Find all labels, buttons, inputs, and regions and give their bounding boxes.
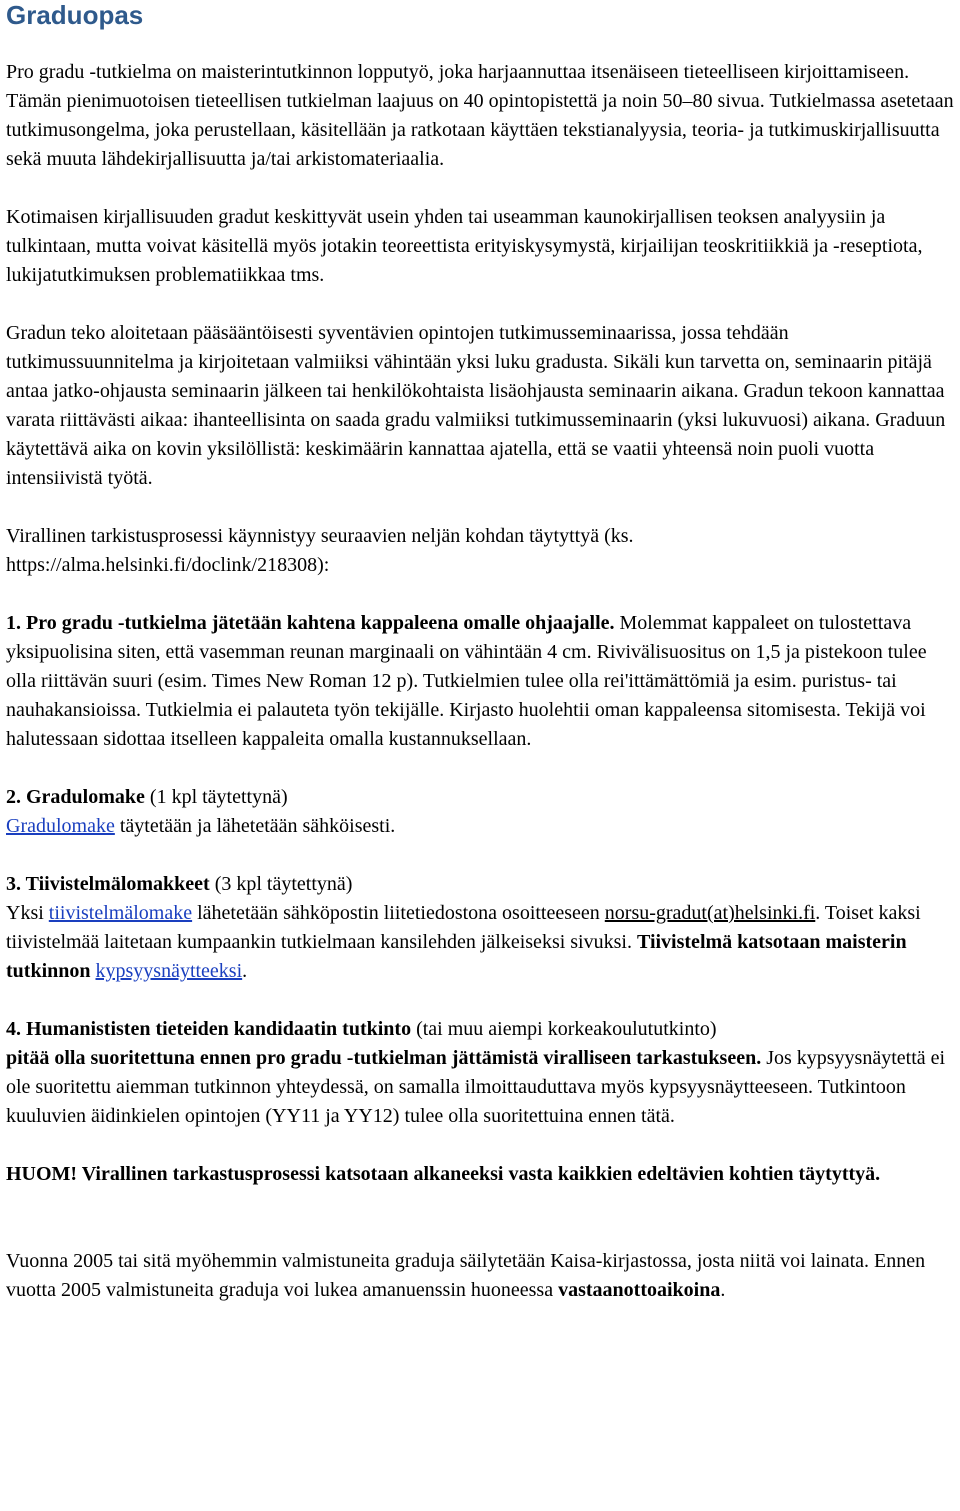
step-4-heading: 4. Humanististen tieteiden kandidaatin tutkinto [6,1018,412,1040]
step-4-paren: (tai muu aiempi korkeakoulututkinto) [411,1018,717,1040]
step-3-post: . Toiset kaksi tiivistelmää laitetaan kumpaankin tutkielmaan kansilehden jälkeiseksi sivuksi. [6,902,921,953]
intro-paragraph: Pro gradu -tutkielma on maisterintutkinnon lopputyö, joka harjaannuttaa itsenäiseen tieteelliseen kirjoittamiseen. Tämän pienimuotoisen tieteellisen tutkielman laajuus on 40 opintopistettä ja noin 50–80 sivua. Tutkielmassa asetetaan tutkimusongelma, joka perustellaan, käsitellään ja ratkotaan käyttäen tekstianalyysia, teoria- ja tutkimuskirjallisuutta sekä muuta lähdekirjallisuutta ja/tai arkistomateriaalia. [6,61,954,170]
kaisa-end: . [720,1279,726,1301]
step-4-text: Jos kypsyysnäytettä ei ole suoritettu aiemman tutkinnon yhteydessä, on samalla ilmoittauduttava myös kypsyysnäytteeseen. Tutkintoon kuuluvien äidinkielen opintojen (YY11 ja YY12) tulee olla suoritettuina ennen tätä. [6,1047,946,1127]
kaisa-paragraph [6,1247,958,1305]
step-4-bold-note: pitää olla suoritettuna ennen pro gradu -tutkielman jättämistä viralliseen tarkastukseen. [6,1047,762,1069]
step-2-count: (1 kpl täytettynä) [144,786,288,808]
gradulomake-link[interactable]: Gradulomake [6,815,115,837]
step-3-end: . [242,960,248,982]
step-2-heading: 2. Gradulomake [6,786,145,808]
email-link[interactable]: norsu-gradut(at)helsinki.fi [604,902,816,924]
step-1-text: Molemmat kappaleet on tulostettava yksipuolisina siten, että vasemman reunan marginaali on vähintään 4 cm. Rivivälisuositus on 1,5 ja pistekoon tulee olla riittävän suuri (esim. Times New Roman 12 p). Tutkielmien tulee olla rei'ittämättömiä ja esim. puristus- tai nauhakansioissa. Tutkielmia ei palauteta työn tekijälle. Kirjasto huolehtii oman kappaleensa sitomisesta. Tekijä voi halutessaan sidottaa itselleen kappaleita omalla kustannuksellaan. [6,612,927,750]
kaisa-bold: vastaanottoaikoina [558,1279,721,1301]
step-3-bold-note: Tiivistelmä katsotaan maisterin tutkinnon [6,931,907,982]
step-2-text: täytetään ja lähetetään sähköisesti. [114,815,396,837]
step-3-heading: 3. Tiivistelmälomakkeet [6,873,210,895]
step-1-heading: 1. Pro gradu -tutkielma jätetään kahtena kappaleena omalle ohjaajalle. [6,612,615,634]
kypsyysnayte-link[interactable]: kypsyysnäytteeksi [95,960,243,982]
step-3-mid: lähetetään sähköpostin liitetiedostona osoitteeseen [192,902,605,924]
teko-paragraph: Gradun teko aloitetaan pääsääntöisesti syventävien opintojen tutkimusseminaarissa, jossa tehdään tutkimussuunnitelma ja kirjoitetaan valmiiksi vähintään yksi luku gradusta. Sikäli kun tarvetta on, seminaarin pitäjä antaa jatko-ohjausta seminaarin jälkeen tai henkilökohtaista lisäohjausta seminaarin aikana. Gradun tekoon kannattaa varata riittävästi aikaa: ihanteellisinta on saada gradu valmiiksi tutkimusseminaarin (yksi lukuvuosi) aikana. Graduun käytettävä aika on kovin yksilöllistä: keskimäärin kannattaa ajatella, että se vaatii yhteensä noin puoli vuotta intensiivistä työtä. [6,322,946,489]
step-3-paragraph [6,870,958,986]
step-3-count: (3 kpl täytettynä) [209,873,353,895]
page-title: Graduopas [6,0,144,30]
step-1-paragraph [6,609,958,754]
kotimainen-paragraph: Kotimaisen kirjallisuuden gradut keskittyvät usein yhden tai useamman kaunokirjallisen teoksen analyysiin ja tulkintaan, mutta voivat käsitellä myös jotakin teoreettista erityiskysymystä, kirjailijan teoskritiikkiä ja -reseptiota, lukijatutkimuksen problematiikkaa tms. [6,206,923,286]
virallinen-paragraph: Virallinen tarkistusprosessi käynnistyy seuraavien neljän kohdan täytyttyä (ks. https://alma.helsinki.fi/doclink/218308): [6,525,634,576]
huom-paragraph [6,1160,958,1189]
step-2-paragraph [6,783,958,841]
step-3-pre: Yksi [6,902,49,924]
step-4-paragraph [6,1015,958,1131]
huom-text: HUOM! Virallinen tarkastusprosessi katsotaan alkaneeksi vasta kaikkien edeltävien kohtien täytyttyä. [6,1163,881,1185]
tiivistelmalomake-link[interactable]: tiivistelmälomake [48,902,193,924]
kaisa-text: Vuonna 2005 tai sitä myöhemmin valmistuneita graduja säilytetään Kaisa-kirjastossa, josta niitä voi lainata. Ennen vuotta 2005 valmistuneita graduja voi lukea amanuenssin huoneessa [6,1250,926,1301]
